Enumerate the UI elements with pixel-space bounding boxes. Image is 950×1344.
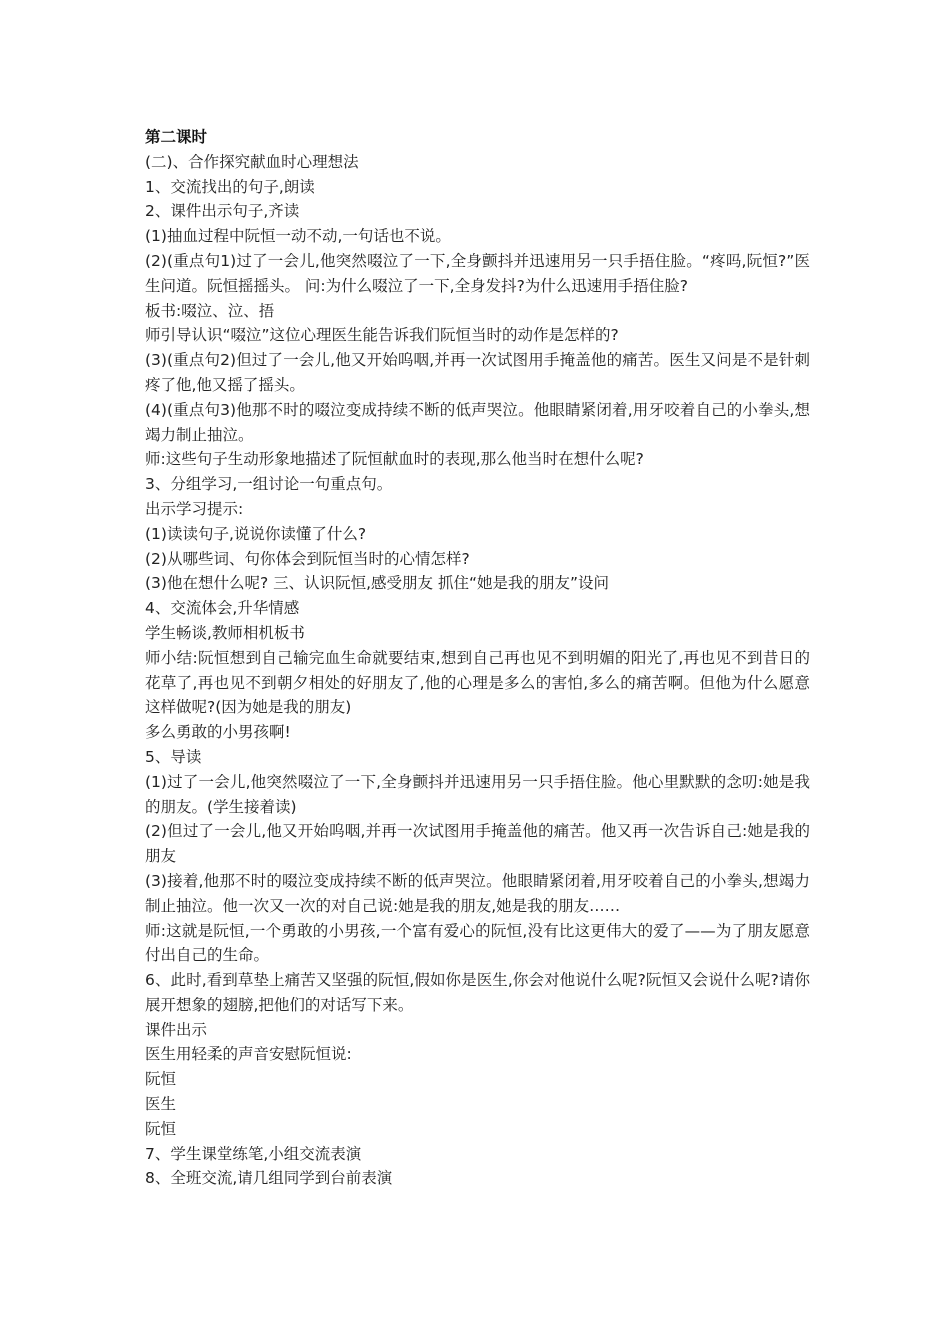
paragraph: 课件出示 [145, 1020, 208, 1039]
paragraph: 学生畅谈,教师相机板书 [145, 623, 305, 642]
paragraph: 医生用轻柔的声音安慰阮恒说: [145, 1045, 352, 1064]
paragraph: (1)读读句子,说说你读懂了什么? [145, 524, 367, 543]
paragraph: 3、分组学习,一组讨论一句重点句。 [145, 475, 393, 494]
paragraph: 6、此时,看到草垫上痛苦又坚强的阮恒,假如你是医生,你会对他说什么呢?阮恒又会说什么呢?请你展开想象的翅膀,把他们的对话写下来。 [145, 971, 810, 1014]
paragraph: 2、课件出示句子,齐读 [145, 202, 300, 221]
paragraph: 出示学习提示: [145, 499, 244, 518]
paragraph: 阮恒 [145, 1119, 177, 1138]
paragraph: 多么勇敢的小男孩啊! [145, 723, 291, 742]
paragraph: 阮恒 [145, 1070, 177, 1089]
paragraph: 7、学生课堂练笔,小组交流表演 [145, 1144, 362, 1163]
paragraph: (3)接着,他那不时的啜泣变成持续不断的低声哭泣。他眼睛紧闭着,用牙咬着自己的小拳头,想竭力制止抽泣。他一次又一次的对自己说:她是我的朋友,她是我的朋友…… [145, 871, 810, 915]
paragraph: 师小结:阮恒想到自己输完血生命就要结束,想到自己再也见不到明媚的阳光了,再也见不到昔日的花草了,再也见不到朝夕相处的好朋友了,他的心理是多么的害怕,多么的痛苦啊。但他为什么愿意这样做呢?(因为她是我的朋友) [145, 648, 810, 717]
paragraph: 师引导认识“啜泣”这位心理医生能告诉我们阮恒当时的动作是怎样的? [145, 326, 619, 345]
paragraph: 师:这些句子生动形象地描述了阮恒献血时的表现,那么他当时在想什么呢? [145, 450, 644, 469]
paragraph: (1)抽血过程中阮恒一动不动,一句话也不说。 [145, 227, 451, 246]
paragraph: 4、交流体会,升华情感 [145, 599, 300, 618]
paragraph: (2)(重点句1)过了一会儿,他突然啜泣了一下,全身颤抖并迅速用另一只手捂住脸。“疼吗,阮恒?”医生问道。阮恒摇摇头。 问:为什么啜泣了一下,全身发抖?为什么迅速用手捂住脸? [145, 251, 810, 295]
paragraph: (3)(重点句2)但过了一会儿,他又开始呜咽,并再一次试图用手掩盖他的痛苦。医生又问是不是针刺疼了他,他又摇了摇头。 [145, 351, 810, 394]
paragraph: 医生 [145, 1095, 177, 1114]
paragraph: 5、导读 [145, 747, 202, 766]
paragraph: 师:这就是阮恒,一个勇敢的小男孩,一个富有爱心的阮恒,没有比这更伟大的爱了——为了朋友愿意付出自己的生命。 [145, 921, 810, 965]
paragraph: (1)过了一会儿,他突然啜泣了一下,全身颤抖并迅速用另一只手捂住脸。他心里默默的念叨:她是我的朋友。(学生接着读) [145, 772, 810, 816]
paragraph: (2)但过了一会儿,他又开始呜咽,并再一次试图用手掩盖他的痛苦。他又再一次告诉自己:她是我的朋友 [145, 822, 810, 866]
paragraph: 8、全班交流,请几组同学到台前表演 [145, 1169, 393, 1188]
document-body [145, 125, 810, 1191]
section-title: 第二课时 [145, 128, 208, 146]
paragraph: (3)他在想什么呢? 三、认识阮恒,感受朋友 抓住“她是我的朋友”设问 [145, 574, 610, 593]
paragraph: 1、交流找出的句子,朗读 [145, 177, 315, 196]
paragraph: (2)从哪些词、句你体会到阮恒当时的心情怎样? [145, 549, 470, 568]
paragraph: (4)(重点句3)他那不时的啜泣变成持续不断的低声哭泣。他眼睛紧闭着,用牙咬着自己的小拳头,想竭力制止抽泣。 [145, 400, 810, 444]
paragraph: (二)、合作探究献血时心理想法 [145, 152, 359, 171]
paragraph: 板书:啜泣、泣、捂 [145, 301, 275, 320]
